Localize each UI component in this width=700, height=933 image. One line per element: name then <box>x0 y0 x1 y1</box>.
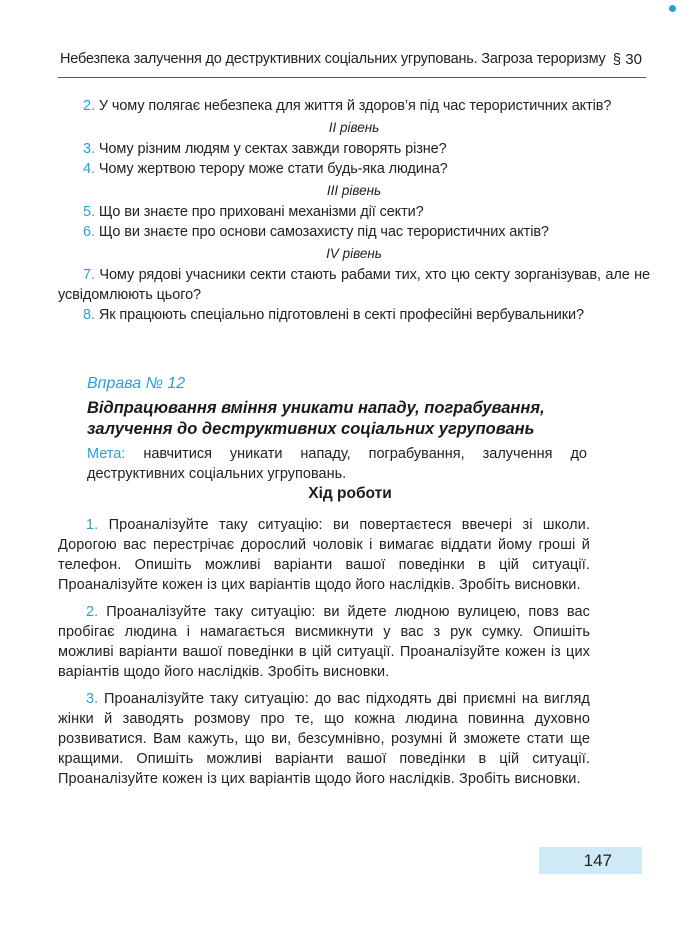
exercise-title: Відпрацювання вміння уникати нападу, пограбування, залучення до деструктивних соціальних угруповань <box>87 399 545 438</box>
level-heading: ІІ рівень <box>328 120 380 135</box>
task-item <box>58 515 590 595</box>
task-number: 2. <box>86 604 99 620</box>
question-text: Чому жертвою терору може стати будь-яка людина? <box>98 161 448 177</box>
page-number: 147 <box>583 851 612 870</box>
question-number: 3. <box>83 141 95 157</box>
question-item <box>58 159 650 179</box>
task-number: 1. <box>86 517 99 533</box>
question-number: 4. <box>83 161 95 177</box>
task-text: Проаналізуйте таку ситуацію: ви йдете людною вулицею, повз вас пробігає людина і намагається висмикнути у вас з рук сумку. Опишіть можливі варіанти вашої поведінки в цій ситуації. Проаналізуйте кожен із цих варіантів щодо його наслідків. Зробіть висновки. <box>58 604 590 680</box>
question-list <box>58 96 650 325</box>
question-item <box>58 96 650 116</box>
task-text: Проаналізуйте таку ситуацію: до вас підходять дві приємні на вигляд жінки й заводять розмову про те, що кожна людина повинна духовно розвиватися. Вам кажуть, що ви, безсумнівно, розумні й зможете стати ще кращими. Опишіть можливі варіанти вашої поведінки в цій ситуації. Проаналізуйте кожен із цих варіантів щодо його наслідків. Зробіть висновки. <box>58 691 590 787</box>
question-text: У чому полягає небезпека для життя й здоров’я під час терористичних актів? <box>98 98 612 114</box>
question-text: Як працюють спеціально підготовлені в секті професійні вербувальники? <box>98 307 584 323</box>
work-heading: Хід роботи <box>308 485 392 502</box>
question-number: 8. <box>83 307 95 323</box>
question-number: 6. <box>83 224 95 240</box>
goal-label: Мета: <box>87 446 126 462</box>
task-item <box>58 689 590 789</box>
exercise-label: Вправа № 12 <box>87 375 186 392</box>
question-item <box>58 265 650 305</box>
goal-text: навчитися уникати нападу, пограбування, залучення до деструктивних соціальних угруповань. <box>87 446 587 482</box>
question-item <box>58 222 650 242</box>
question-text: Що ви знаєте про основи самозахисту під час терористичних актів? <box>98 224 549 240</box>
question-number: 7. <box>83 267 95 283</box>
task-text: Проаналізуйте таку ситуацію: ви повертаєтеся ввечері зі школи. Дорогою вас перестрічає дорослий чоловік і вимагає віддати йому гроші й телефон. Опишіть можливі варіанти вашої поведінки в цій ситуації. Проаналізуйте кожен із цих варіантів щодо його наслідків. Зробіть висновки. <box>58 517 590 593</box>
running-header <box>58 45 646 78</box>
question-item <box>58 305 650 325</box>
publisher-logo <box>669 4 693 12</box>
question-number: 2. <box>83 98 95 114</box>
question-text: Що ви знаєте про приховані механізми дії секти? <box>98 204 424 220</box>
publisher-logo-icon <box>669 5 676 12</box>
level-heading: IV рівень <box>326 246 382 261</box>
section-number: § 30 <box>612 51 642 68</box>
page-number-box <box>539 847 642 874</box>
header-title: Небезпека залучення до деструктивних соціальних угруповань. Загроза тероризму <box>60 51 606 67</box>
question-text: Чому різним людям у сектах завжди говорять різне? <box>98 141 447 157</box>
question-text: Чому рядові учасники секти стають рабами тих, хто цю секту зорганізував, але не усвідомлюють цього? <box>58 267 651 303</box>
exercise-goal <box>87 444 587 484</box>
task-item <box>58 602 590 682</box>
task-number: 3. <box>86 691 99 707</box>
task-list <box>58 515 590 796</box>
level-heading: ІІІ рівень <box>326 183 382 198</box>
question-item <box>58 202 650 222</box>
question-number: 5. <box>83 204 95 220</box>
question-item <box>58 139 650 159</box>
